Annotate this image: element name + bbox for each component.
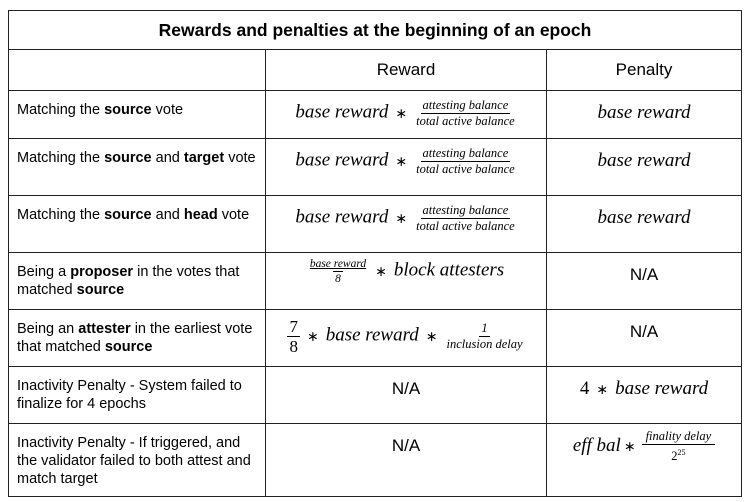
row-label: Matching the source and target vote: [9, 139, 266, 196]
penalty-formula: base reward: [547, 196, 742, 253]
penalty-formula: base reward: [547, 139, 742, 196]
row-label: Matching the source and head vote: [9, 196, 266, 253]
header-row: [9, 50, 742, 91]
reward-formula: $\frac{7}{8}$ ∗ base reward ∗ $\frac{1}{\text{inclusion delay}}$: [266, 310, 547, 367]
penalty-formula: 4 ∗ base reward: [547, 367, 742, 424]
row-label: Inactivity Penalty - If triggered, and the validator failed to both attest and match target: [9, 424, 266, 497]
table-row: [9, 91, 742, 139]
row-label: Being a proposer in the votes that matched source: [9, 253, 266, 310]
row-label: Matching the source vote: [9, 91, 266, 139]
rewards-penalties-table: [8, 10, 742, 497]
header-reward: Reward: [266, 50, 547, 91]
reward-formula: base reward ∗ $\frac{\text{attesting balance}}{\text{total active balance}}$: [266, 196, 547, 253]
table-row: [9, 367, 742, 424]
table-title: Rewards and penalties at the beginning of an epoch: [9, 11, 742, 50]
penalty-na: N/A: [547, 310, 742, 367]
penalty-na: N/A: [547, 253, 742, 310]
reward-formula: $\frac{\text{base reward}}{8}$ ∗ block attesters: [266, 253, 547, 310]
reward-formula: base reward ∗ $\frac{\text{attesting balance}}{\text{total active balance}}$: [266, 91, 547, 139]
penalty-formula: eff bal ∗ $\frac{\text{finality delay}}{2^{25}}$: [547, 424, 742, 497]
table-row: [9, 310, 742, 367]
penalty-formula: base reward: [547, 91, 742, 139]
header-blank: [9, 50, 266, 91]
table-row: [9, 253, 742, 310]
row-label: Being an attester in the earliest vote that matched source: [9, 310, 266, 367]
header-penalty: Penalty: [547, 50, 742, 91]
reward-formula: base reward ∗ $\frac{\text{attesting balance}}{\text{total active balance}}$: [266, 139, 547, 196]
table-row: [9, 424, 742, 497]
reward-na: N/A: [266, 367, 547, 424]
row-label: Inactivity Penalty - System failed to finalize for 4 epochs: [9, 367, 266, 424]
reward-na: N/A: [266, 424, 547, 497]
table-row: [9, 139, 742, 196]
table-row: [9, 196, 742, 253]
title-row: [9, 11, 742, 50]
